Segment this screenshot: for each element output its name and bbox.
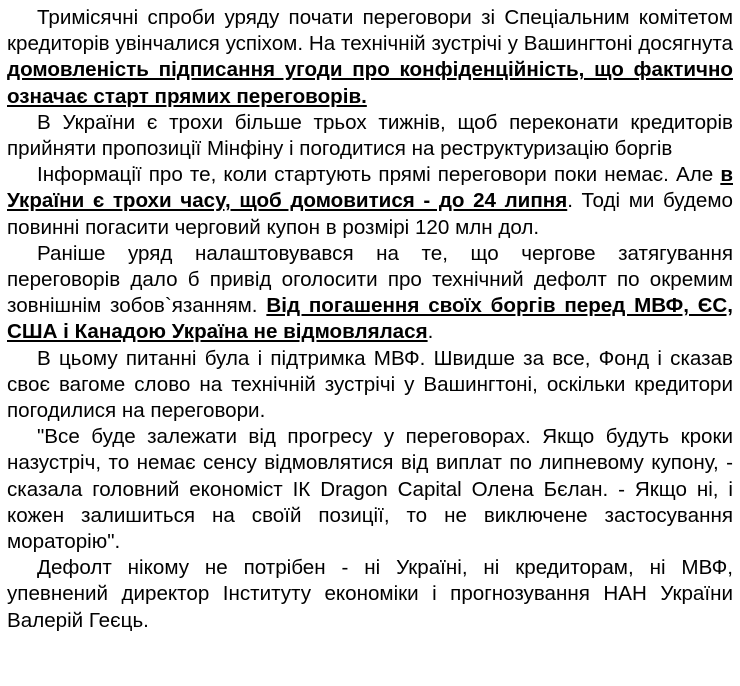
paragraph [7,110,733,162]
paragraph-text: Раніше уряд налаштовувався на те, що чергове затягування переговорів дало б привід оголосити про технічний дефолт по окремим зовнішнім зобов`язанням. [7,241,733,318]
paragraph-text: В цьому питанні була і підтримка МВФ. Швидше за все, Фонд і сказав своє вагоме слово на технічній зустрічі у Вашингтоні, оскільки кредитори погодилися на переговори. [7,346,733,423]
paragraph [7,5,733,110]
paragraph-text: . Тоді ми будемо повинні погасити черговий купон в розмірі 120 млн дол. [7,189,733,239]
paragraph-text: . [427,320,434,344]
paragraph [7,555,733,634]
paragraph [7,424,733,555]
paragraph-text: В України є трохи більше трьох тижнів, щоб переконати кредиторів прийняти пропозиції Мінфіну і погодитися на реструктуризацію боргів [7,110,733,161]
highlighted-text: в України є трохи часу, щоб домовитися - до 24 липня [7,163,733,213]
highlighted-text: Від погашення своїх боргів перед МВФ, ЄС, США і Канадою Україна не відмовлялася [7,294,733,344]
paragraph-text: Тримісячні спроби уряду почати переговори зі Спеціальним комітетом кредиторів увінчалися успіхом. На технічній зустрічі у Вашингтоні досягнута [7,6,733,56]
paragraph [7,162,733,241]
paragraph [7,241,733,346]
paragraph [7,346,733,425]
highlighted-text: домовленість підписання угоди про конфіденційність, що фактично означає старт прямих переговорів. [7,58,733,108]
paragraph-text: Дефолт нікому не потрібен - ні Україні, ні кредиторам, ні МВФ, упевнений директор Інституту економіки і прогнозування НАН України Валерій Геєць. [7,556,733,632]
quote-text: "Все буде залежати від прогресу у переговорах. Якщо будуть кроки назустріч, то немає сенсу відмовлятися від виплат по липневому купону, - сказала головний економіст ІК Dragon Capital Олена Бєлан. - Якщо ні, і кожен залишиться на своїй позиції, то не виключене застосування мораторію". [7,425,733,554]
article-body [7,5,733,634]
paragraph-text: Інформації про те, коли стартують прямі переговори поки немає. Але [37,163,721,187]
